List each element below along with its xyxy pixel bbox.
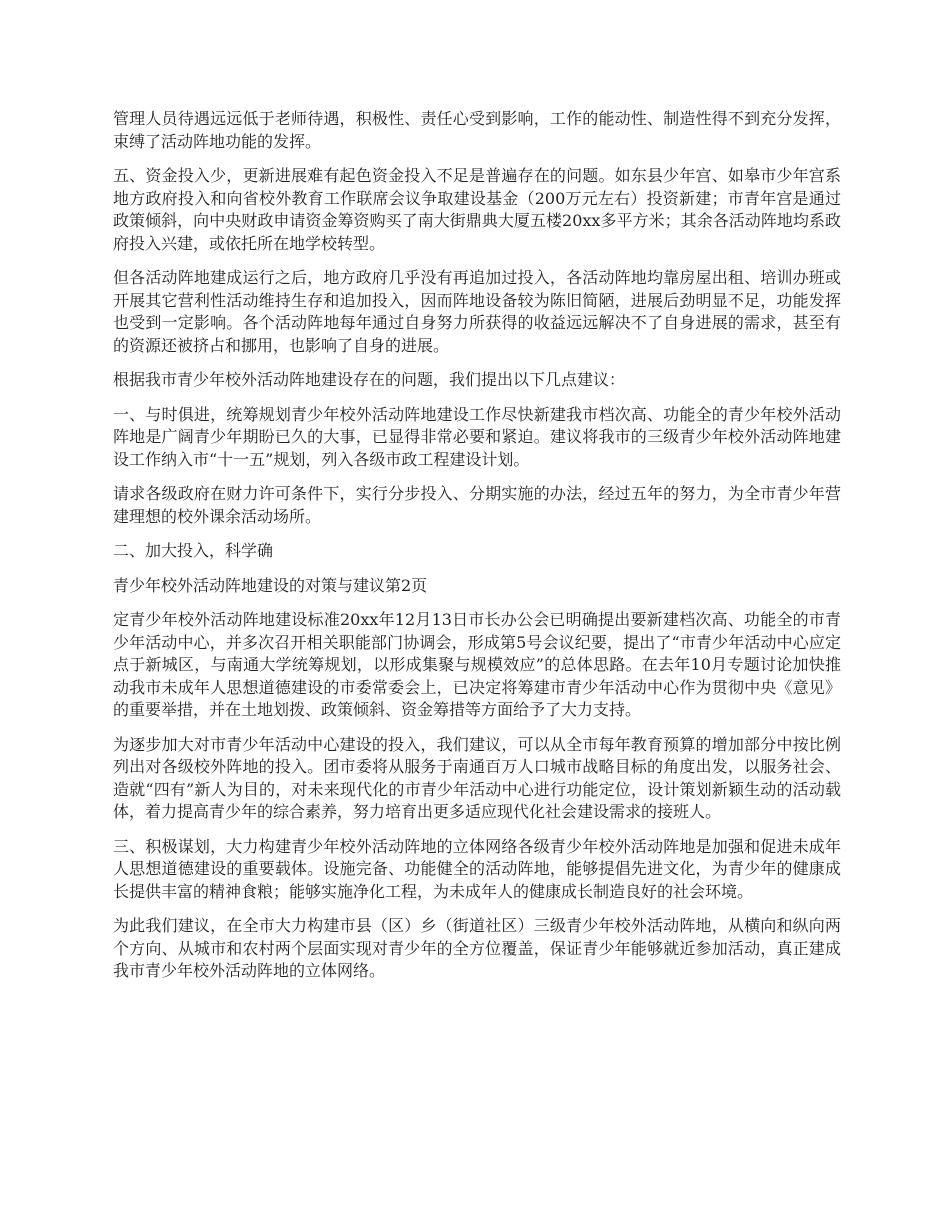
paragraph-6: 请求各级政府在财力许可条件下，实行分步投入、分期实施的办法，经过五年的努力，为全市青少年营建理想的校外课余活动场所。 [113,484,841,526]
paragraph-10: 为逐步加大对市青少年活动中心建设的投入，我们建议，可以从全市每年教育预算的增加部分中按比例列出对各级校外阵地的投入。团市委将从服务于南通百万人口城市战略目标的角度出发，以服务社会、造就“四有”新人为目的，对未来现代化的市青少年活动中心进行功能定位，设计策划新颖生动的活动载体，着力提高青少年的综合素养，努力培育出更多适应现代化社会建设需求的接班人。 [113,734,841,821]
paragraph-2: 五、资金投入少，更新进展难有起色资金投入不足是普遍存在的问题。如东县少年宫、如皋市少年宫系地方政府投入和向省校外教育工作联席会议争取建设基金（200万元左右）投资新建；市青年宫是通过政策倾斜，向中央财政申请资金筹资购买了南大街鼎典大厦五楼20xx多平方米；其余各活动阵地均系政府投入兴建，或依托所在地学校转型。 [113,166,841,253]
paragraph-11: 三、积极谋划，大力构建青少年校外活动阵地的立体网络各级青少年校外活动阵地是加强和促进未成年人思想道德建设的重要载体。设施完备、功能健全的活动阵地，能够提倡先进文化，为青少年的健康成长提供丰富的精神食粮；能够实施净化工程，为未成年人的健康成长制造良好的社会环境。 [113,836,841,901]
paragraph-1: 管理人员待遇远远低于老师待遇，积极性、责任心受到影响，工作的能动性、制造性得不到充分发挥，束缚了活动阵地功能的发挥。 [113,109,841,151]
paragraph-3: 但各活动阵地建成运行之后，地方政府几乎没有再追加过投入，各活动阵地均靠房屋出租、培训办班或开展其它营利性活动维持生存和追加投入，因而阵地设备较为陈旧简陋，进展后劲明显不足，功能发挥也受到一定影响。各个活动阵地每年通过自身努力所获得的收益远远解决不了自身进展的需求，甚至有的资源还被挤占和挪用，也影响了自身的进展。 [113,268,841,355]
paragraph-4: 根据我市青少年校外活动阵地建设存在的问题，我们提出以下几点建议： [113,370,626,389]
page-marker: 青少年校外活动阵地建设的对策与建议第2页 [113,575,428,595]
paragraph-12: 为此我们建议，在全市大力构建市县（区）乡（街道社区）三级青少年校外活动阵地，从横向和纵向两个方向、从城市和农村两个层面实现对青少年的全方位覆盖，保证青少年能够就近参加活动，真正建成我市青少年校外活动阵地的立体网络。 [113,916,841,980]
document-page [113,108,841,995]
paragraph-5: 一、与时俱进，统筹规划青少年校外活动阵地建设工作尽快新建我市档次高、功能全的青少年校外活动阵地是广阔青少年期盼已久的大事，已显得非常必要和紧迫。建议将我市的三级青少年校外活动阵地建设工作纳入市“十一五”规划，列入各级市政工程建设计划。 [113,404,841,469]
section-heading: 二、加大投入，科学确 [113,541,274,560]
paragraph-9: 定青少年校外活动阵地建设标准20xx年12月13日市长办公会已明确提出要新建档次高、功能全的市青少年活动中心，并多次召开相关职能部门协调会，形成第5号会议纪要，提出了“市青少年活动中心应定点于新城区，与南通大学统筹规划，以形成集聚与规模效应”的总体思路。在去年10月专题讨论加快推动我市未成年人思想道德建设的市委常委会上，已决定将筹建市青少年活动中心作为贯彻中央《意见》的重要举措，并在土地划拨、政策倾斜、资金筹措等方面给予了大力支持。 [113,610,841,719]
